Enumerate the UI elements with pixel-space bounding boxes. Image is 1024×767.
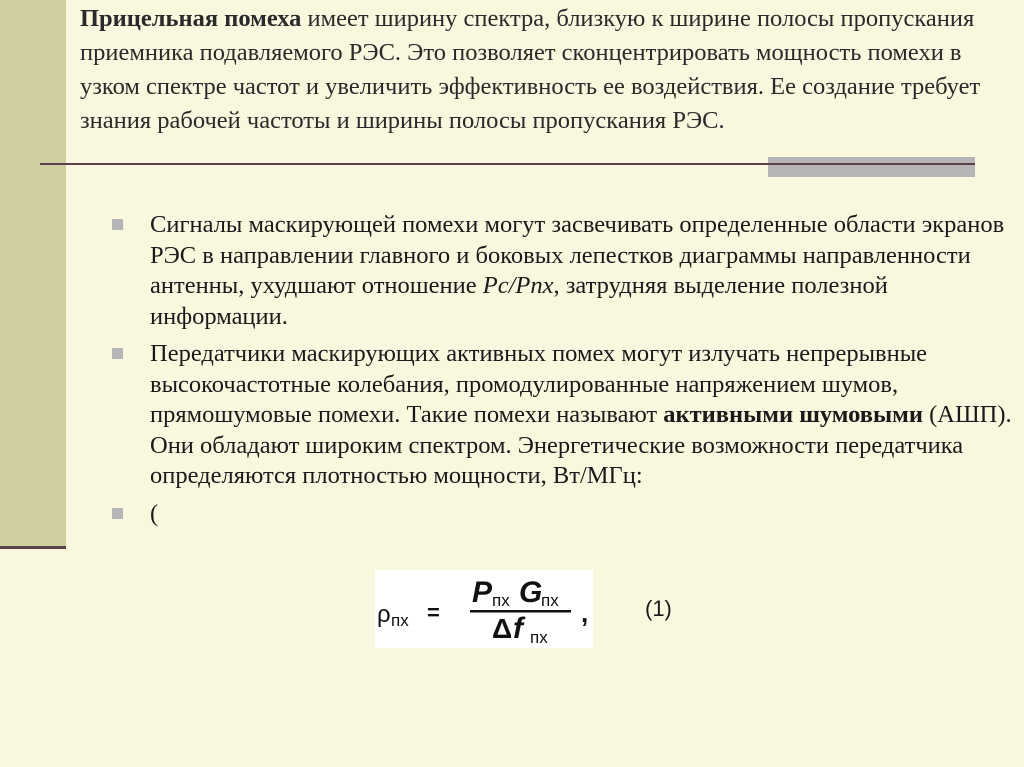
bullet-1-text: Сигналы маскирующей помехи могут засвечивать определенные области экранов РЭС в направлении главного и боковых лепестков диаграммы направленности антенны, ухудшают отношение: [150, 211, 1005, 299]
formula-den-delta: Δ: [492, 613, 513, 644]
list-item: [112, 339, 1012, 492]
bullet-2-text: Передатчики маскирующих активных помех могут излучать непрерывные высокочастотные колебания, промодулированные напряжением шумов, прямошумовые помехи. Такие помехи называют: [150, 340, 928, 428]
title-divider-gray-bar: [768, 157, 975, 177]
formula-num-p: P: [472, 576, 493, 609]
formula-lhs-sub: пх: [391, 611, 409, 630]
intro-paragraph: [80, 2, 1010, 138]
formula-num-g-sub: пх: [541, 591, 559, 610]
bullet-list: [112, 210, 1012, 536]
bullet-3-text: (: [150, 499, 159, 527]
square-bullet-icon: [112, 508, 123, 519]
term-active-noise: активными шумовыми: [663, 401, 923, 428]
list-item: [112, 210, 1012, 332]
list-item: [112, 499, 1012, 530]
formula-svg: [375, 570, 593, 648]
formula-image: [375, 570, 593, 648]
formula-trailing-comma: ,: [581, 598, 589, 628]
square-bullet-icon: [112, 348, 123, 359]
bullet-1-text-end: , затрудняя выделение полезной информации.: [150, 272, 888, 330]
formula-den-f: f: [513, 612, 523, 645]
equation-number: (1): [645, 596, 672, 621]
decorative-side-bar: [0, 0, 66, 548]
formula-num-g: G: [519, 576, 543, 609]
formula-lhs: ρ: [377, 601, 391, 628]
term-bold: Прицельная помеха: [80, 5, 302, 32]
formula-den-sub: пх: [530, 628, 548, 647]
fraction-bar: [470, 610, 571, 613]
square-bullet-icon: [112, 219, 123, 230]
ratio-term: Рс/Рпх: [482, 272, 554, 299]
bullet-2-text-end: (АШП). Они обладают широким спектром. Энергетические возможности передатчика определяются плотностью мощности, Вт/МГц:: [150, 401, 1012, 489]
formula-equals: =: [427, 600, 440, 625]
formula-num-p-sub: пх: [492, 591, 510, 610]
title-divider-line: [40, 163, 975, 165]
side-bar-underline: [0, 546, 66, 549]
intro-text: имеет ширину спектра, близкую к ширине полосы пропускания приемника подавляемого РЭС. Это позволяет сконцентрировать мощность помехи в узком спектре частот и увеличить эффективность ее воздействия. Ее создание требует знания рабочей частоты и ширины полосы пропускания РЭС.: [80, 5, 981, 134]
